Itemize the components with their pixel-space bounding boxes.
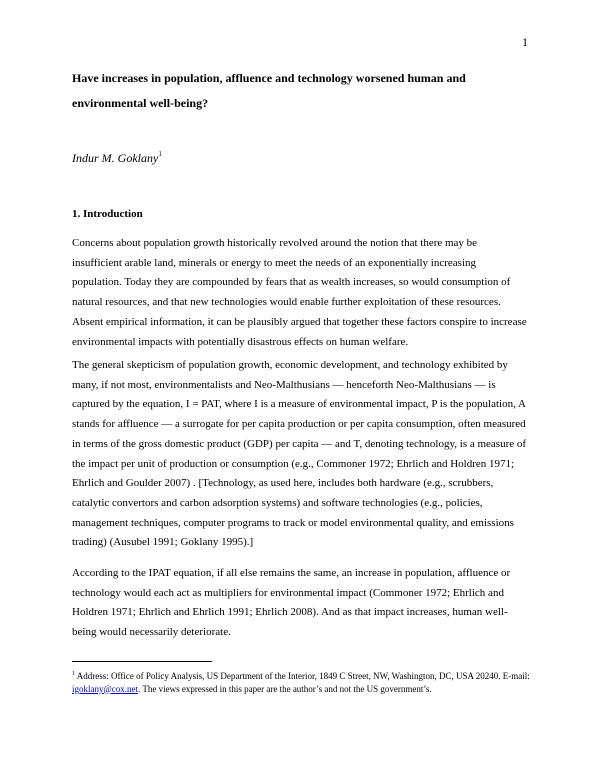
footnote-marker: 1 — [72, 671, 75, 677]
footnote-divider — [72, 661, 212, 662]
paragraph-2: The general skepticism of population growth, economic development, and technology exhibited by many, if not most, environmentalists and Neo-Malthusians — henceforth Neo-Malthusians — is captured by the equation, I = PAT, where I is a measure of environmental impact, P is the population, A stands for affluence — a surrogate for per capita production or per capita consumption, often measured in terms of the gross domestic product (GDP) per capita — and T, denoting technology, is a measure of the impact per unit of production or consumption (e.g., Commoner 1972; Ehrlich and Holdren 1971; Ehrlich and Goulder 2007) . [Technology, as used here, includes both hardware (e.g., scrubbers, catalytic convertors and carbon adsorption systems) and software technologies (e.g., policies, management techniques, computer programs to track or model environmental quality, and emissions trading) (Ausubel 1991; Goklany 1995).] — [72, 359, 527, 549]
section-heading: 1. Introduction — [72, 208, 143, 220]
footnote-text-before: Address: Office of Policy Analysis, US Department of the Interior, 1849 C Street, NW, Washington, DC, USA 20240. E-mail: — [75, 671, 530, 681]
footnote-text-after: . The views expressed in this paper are the author’s and not the US government’s. — [138, 683, 432, 694]
footnote — [72, 668, 532, 695]
paragraph-1: Concerns about population growth historically revolved around the notion that there may be insufficient arable land, minerals or energy to meet the needs of an exponentially increasing population. Today they are compounded by fears that as wealth increases, so would consumption of natural resources, and that new technologies would enable further exploitation of these resources. Absent empirical information, it can be plausibly argued that together these factors conspire to increase environmental impacts with potentially disastrous effects on human welfare. — [72, 237, 527, 348]
email-link[interactable]: igoklany@cox.net — [72, 683, 139, 694]
paper-title: Have increases in population, affluence and technology worsened human and environmental well-being? — [72, 71, 466, 110]
author-footnote-marker[interactable]: 1 — [158, 150, 162, 158]
paragraph-3: According to the IPAT equation, if all else remains the same, an increase in population, affluence or technology would each act as multipliers for environmental impact (Commoner 1972; Ehrlich and Holdren 1971; Ehrlich and Ehrlich 1991; Ehrlich 2008). And as that impact increases, human well-being would necessarily deteriorate. — [72, 567, 511, 639]
author-name: Indur M. Goklany — [72, 151, 159, 165]
author-line — [72, 150, 162, 166]
page-number: 1 — [522, 35, 528, 49]
